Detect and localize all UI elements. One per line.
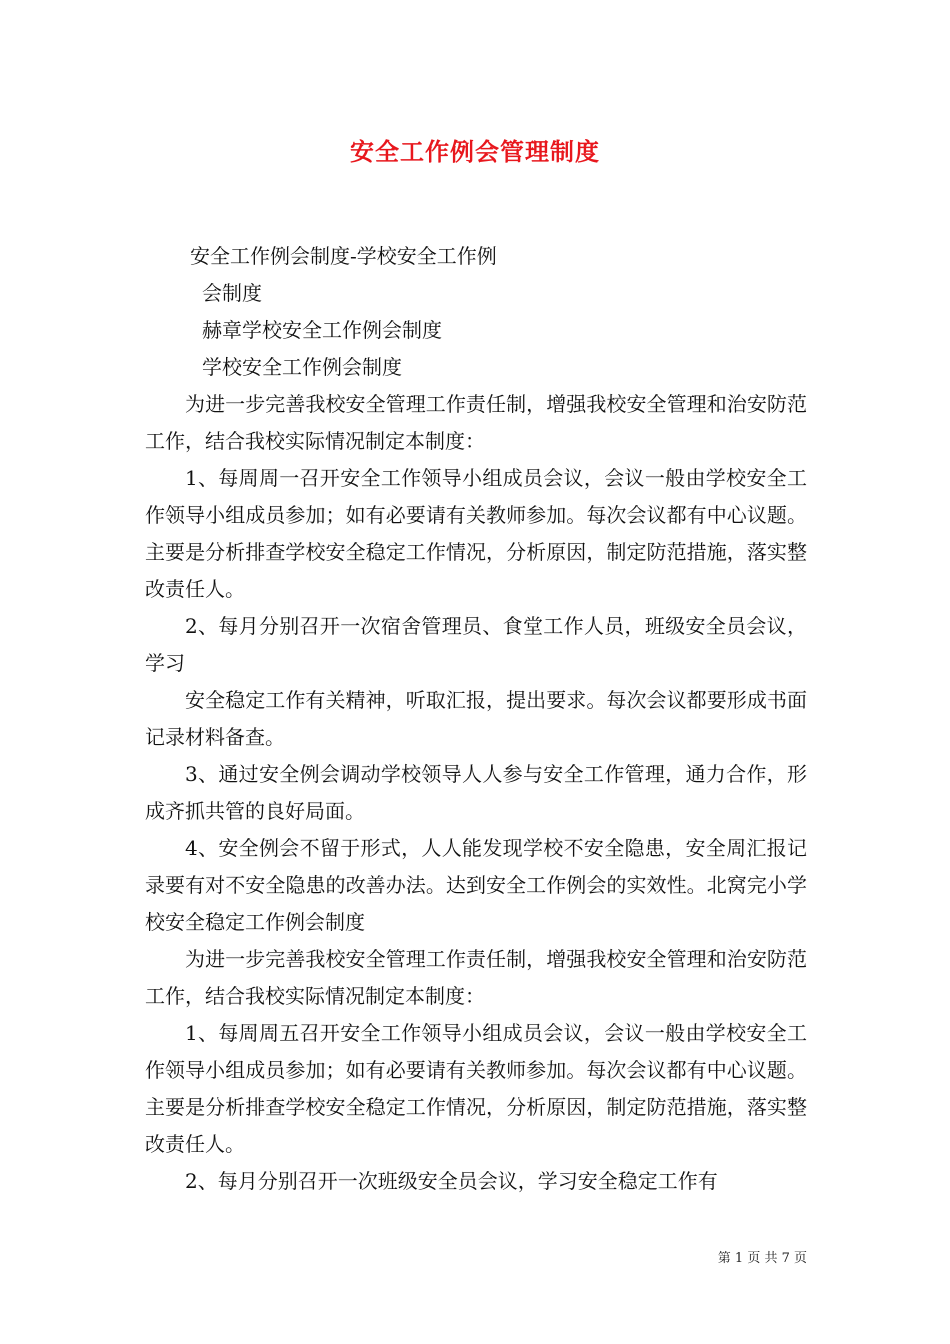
- heading-line: 会制度: [202, 281, 262, 305]
- paragraph: 安全稳定工作有关精神，听取汇报，提出要求。每次会议都要形成书面记录材料备查。: [145, 688, 807, 749]
- heading-line: 安全工作例会制度-学校安全工作例: [190, 244, 497, 268]
- document-body: [145, 238, 807, 1200]
- paragraph: 2、每月分别召开一次宿舍管理员、食堂工作人员，班级安全员会议，学习: [145, 614, 807, 675]
- paragraph: 4、安全例会不留于形式，人人能发现学校不安全隐患，安全周汇报记录要有对不安全隐患的改善办法。达到安全工作例会的实效性。北窝完小学校安全稳定工作例会制度: [145, 836, 807, 934]
- paragraph: 为进一步完善我校安全管理工作责任制，增强我校安全管理和治安防范工作，结合我校实际情况制定本制度：: [145, 947, 807, 1008]
- heading-line: 学校安全工作例会制度: [202, 355, 402, 379]
- heading-line: 赫章学校安全工作例会制度: [202, 318, 442, 342]
- paragraph: 1、每周周一召开安全工作领导小组成员会议，会议一般由学校安全工作领导小组成员参加；如有必要请有关教师参加。每次会议都有中心议题。主要是分析排查学校安全稳定工作情况，分析原因，制定防范措施，落实整改责任人。: [145, 466, 807, 601]
- paragraph: 1、每周周五召开安全工作领导小组成员会议，会议一般由学校安全工作领导小组成员参加；如有必要请有关教师参加。每次会议都有中心议题。主要是分析排查学校安全稳定工作情况，分析原因，制定防范措施，落实整改责任人。: [145, 1021, 807, 1156]
- paragraph: 为进一步完善我校安全管理工作责任制，增强我校安全管理和治安防范工作，结合我校实际情况制定本制度：: [145, 392, 807, 453]
- paragraph: 3、通过安全例会调动学校领导人人参与安全工作管理，通力合作，形成齐抓共管的良好局面。: [145, 762, 807, 823]
- page-number-footer: 第 1 页 共 7 页: [717, 1251, 807, 1266]
- paragraph: 2、每月分别召开一次班级安全员会议，学习安全稳定工作有: [185, 1169, 718, 1193]
- document-title: 安全工作例会管理制度: [350, 138, 600, 166]
